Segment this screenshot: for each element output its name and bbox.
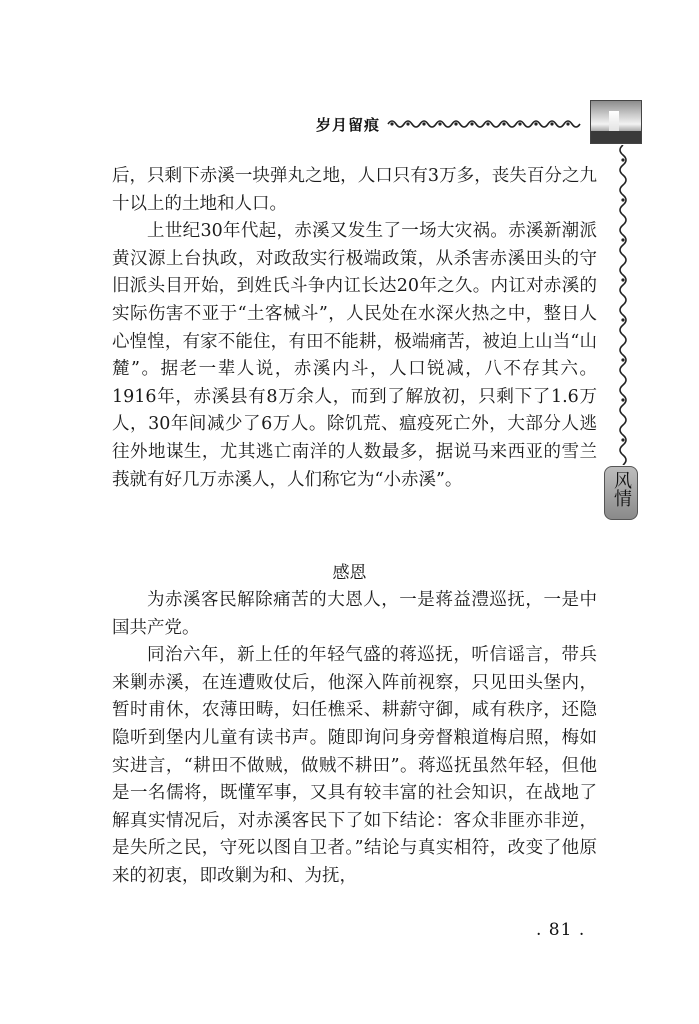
ridge-shape bbox=[591, 131, 641, 143]
side-tab-label: 风情 bbox=[611, 471, 632, 507]
body-text-bottom bbox=[112, 587, 597, 891]
paragraph-bottom-1: 为赤溪客民解除痛苦的大恩人，一是蒋益澧巡抚，一是中国共产党。 bbox=[112, 590, 597, 638]
paragraph-top-2: 上世纪30年代起，赤溪又发生了一场大灾祸。赤溪新潮派黄汉源上台执政，对政敌实行极端政策，从杀害赤溪田头的守旧派头目开始，到姓氏斗争内讧长达20年之久。内讧对赤溪的实际伤害不亚于“土客械斗”，人民处在水深火热之中，整日人心惶惶，有家不能住，有田不能耕，极端痛苦，被迫上山当“山麓”。据老一辈人说，赤溪内斗，人口锐减，八不存其六。1916年，赤溪县有8万余人，而到了解放初，只剩下了1.6万人，30年间减少了6万人。除饥荒、瘟疫死亡外，大部分人逃往外地谋生，尤其逃亡南洋的人数最多，据说马来西亚的雪兰莪就有好几万赤溪人，人们称它为“小赤溪”。 bbox=[112, 221, 597, 490]
running-header-title: 岁月留痕 bbox=[316, 116, 381, 134]
page-number: . 81 . bbox=[536, 920, 586, 940]
header-waterfall-photo bbox=[590, 100, 642, 144]
body-text-top bbox=[112, 163, 597, 494]
paragraph-top-1: 后，只剩下赤溪一块弹丸之地，人口只有3万多，丧失百分之九十以上的土地和人口。 bbox=[112, 166, 597, 214]
side-scroll-ornament bbox=[615, 145, 631, 465]
header-scroll-ornament bbox=[386, 117, 586, 131]
section-heading: 感恩 bbox=[332, 563, 367, 583]
paragraph-bottom-2: 同治六年，新上任的年轻气盛的蒋巡抚，听信谣言，带兵来剿赤溪，在连遭败仗后，他深入阵前视察，只见田头堡内，暂时甫休，农薄田畴，妇任樵采、耕薪守御，咸有秩序，还隐隐听到堡内儿童有读书声。随即询问身旁督粮道梅启照，梅如实进言，“耕田不做贼，做贼不耕田”。蒋巡抚虽然年轻，但他是一名儒将，既懂军事，又具有较丰富的社会知识，在战地了解真实情况后，对赤溪客民下了如下结论：客众非匪亦非逆，是失所之民，守死以图自卫者。”结论与真实相符，改变了他原来的初衷，即改剿为和、为抚， bbox=[112, 645, 597, 886]
section-side-tab bbox=[604, 466, 638, 520]
